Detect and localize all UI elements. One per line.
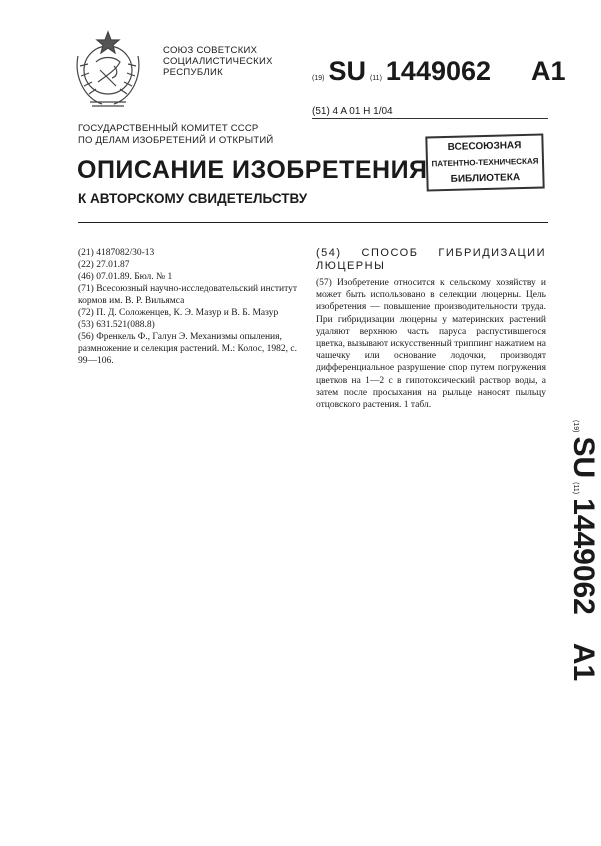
- ipc-classification: [312, 106, 393, 117]
- code-11: (11): [369, 75, 382, 82]
- biblio-entry: (56) Френкель Ф., Галун Э. Механизмы опыления, размножение и селекция растений. М.: Колос, 1982, с. 99—106.: [78, 332, 298, 366]
- ussr-line: СОЦИАЛИСТИЧЕСКИХ: [163, 56, 273, 67]
- biblio-entry: (53) 631.521(088.8): [78, 320, 155, 330]
- invention-abstract: (57) Изобретение относится к сельскому хозяйству и может быть использовано в селекции люцерны. Цель изобретения — повышение производительности труда. При гибридизации люцерны у материнских растений удаляют верхнюю часть паруса распустившегося цветка, вызывают искусственный триппинг нажатием на чашечку или основание лодочки, производят дифференциальное разрушение спор путем погружения цветков на 1—2 с в гипотоксический раствор воды, а затем после просыхания на рыльце наносят пыльцу отцовского растения. 1 табл.: [316, 278, 546, 411]
- patent-number: 1449062: [385, 56, 492, 86]
- vertical-patent-kind: A1: [567, 642, 600, 682]
- library-stamp: [425, 133, 544, 191]
- ussr-line: РЕСПУБЛИК: [163, 67, 223, 78]
- vertical-country-code: SU: [567, 436, 600, 479]
- stamp-line: ВСЕСОЮЗНАЯ: [447, 140, 522, 153]
- biblio-entry: (72) П. Д. Соложенцев, К. Э. Мазур и В. Б. Мазур: [78, 308, 279, 318]
- ipc-code: (51) 4: [312, 106, 339, 117]
- invention-title: (54) СПОСОБ ГИБРИДИЗАЦИИ ЛЮЦЕРНЫ: [316, 247, 546, 272]
- ipc-underline: [312, 118, 548, 119]
- vertical-patent-number: [540, 420, 600, 840]
- committee-name: [78, 123, 273, 146]
- committee-line: ПО ДЕЛАМ ИЗОБРЕТЕНИЙ И ОТКРЫТИЙ: [78, 134, 274, 146]
- document-title: ОПИСАНИЕ ИЗОБРЕТЕНИЯ: [77, 156, 428, 184]
- ipc-class: A 01 H 1/04: [340, 106, 393, 117]
- patent-kind: A1: [531, 56, 566, 86]
- document-subtitle: К АВТОРСКОМУ СВИДЕТЕЛЬСТВУ: [78, 191, 308, 206]
- biblio-entry: (71) Всесоюзный научно-исследовательский институт кормов им. В. Р. Вильямса: [78, 284, 298, 306]
- vertical-code-19: (19): [572, 420, 579, 433]
- code-19: (19): [312, 75, 325, 82]
- horizontal-divider: [78, 222, 548, 223]
- biblio-entry: (22) 27.01.87: [78, 260, 130, 270]
- committee-line: ГОСУДАРСТВЕННЫЙ КОМИТЕТ СССР: [78, 123, 259, 134]
- stamp-line: БИБЛИОТЕКА: [450, 172, 521, 185]
- ussr-header: [163, 45, 273, 78]
- invention-section: [316, 247, 546, 411]
- vertical-code-11: (11): [572, 482, 579, 495]
- bibliographic-data: [78, 247, 303, 367]
- biblio-entry: (46) 07.01.89. Бюл. № 1: [78, 272, 173, 282]
- stamp-line: ПАТЕНТНО-ТЕХНИЧЕСКАЯ: [431, 156, 539, 169]
- ussr-line: СОЮЗ СОВЕТСКИХ: [163, 45, 258, 56]
- patent-number-row: [312, 56, 566, 87]
- country-code: SU: [328, 56, 366, 86]
- biblio-entry: (21) 4187082/30-13: [78, 248, 155, 258]
- state-emblem-icon: [66, 26, 150, 110]
- vertical-patent-number: 1449062: [567, 498, 600, 615]
